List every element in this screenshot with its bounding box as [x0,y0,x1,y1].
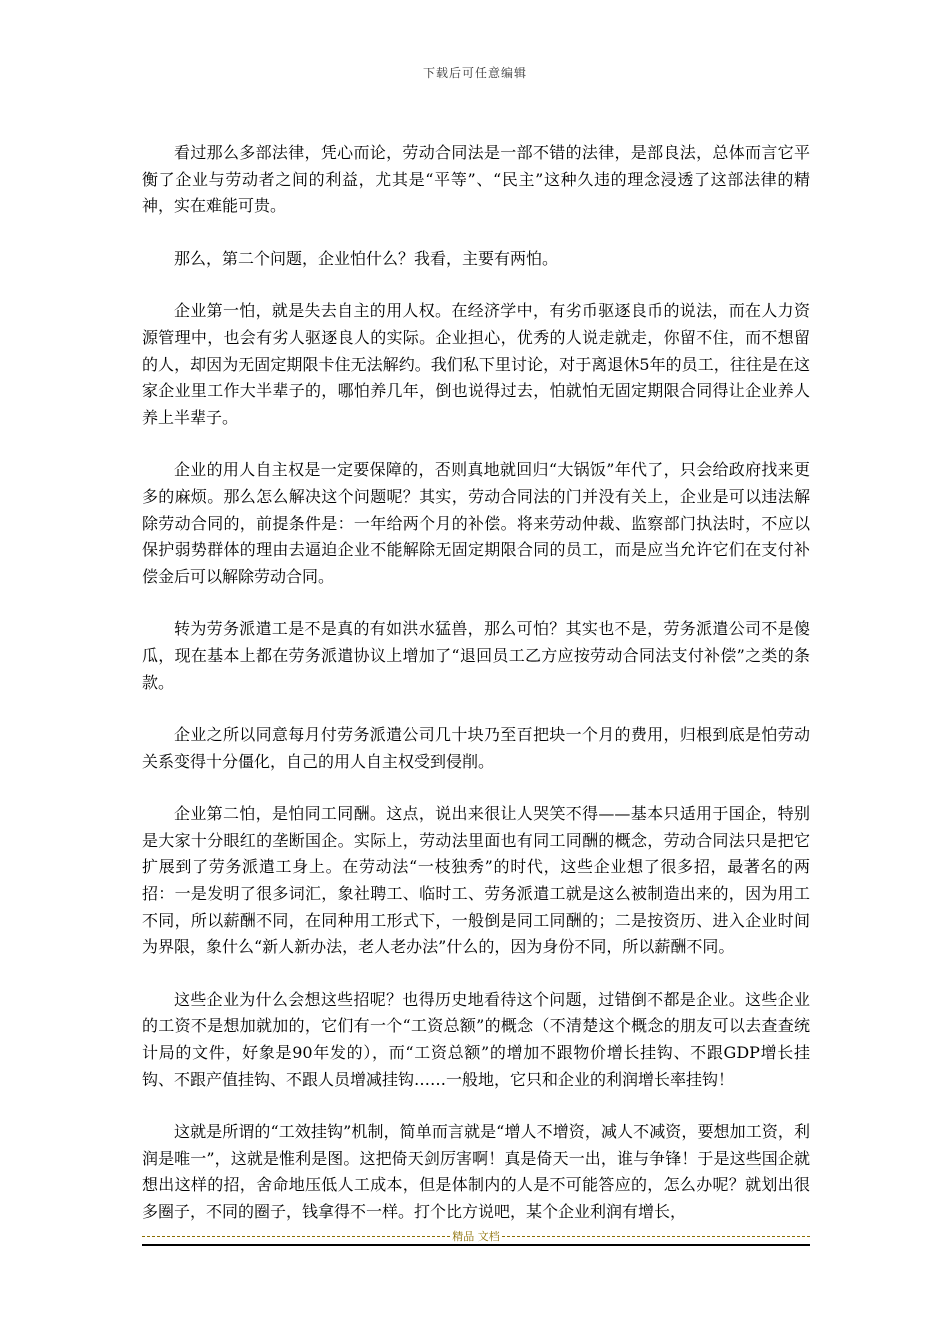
paragraph-9: 这就是所谓的“工效挂钩”机制，简单而言就是“增人不增资，减人不减资，要想加工资，利润是唯一”，这就是惟利是图。这把倚天剑厉害啊！真是倚天一出，谁与争锋！于是这些国企就想出这样的招，舍命地压低人工成本，但是体制内的人是不可能答应的，怎么办呢？就划出很多圈子，不同的圈子，钱拿得不一样。打个比方说吧，某个企业利润有增长， [142,1122,810,1221]
paragraph-8: 这些企业为什么会想这些招呢？也得历史地看待这个问题，过错倒不都是企业。这些企业的工资不是想加就加的，它们有一个“工资总额”的概念（不清楚这个概念的朋友可以去查查统计局的文件，好象是90年发的），而“工资总额”的增加不跟物价增长挂钩、不跟GDP增长挂钩、不跟产值挂钩、不跟人员增减挂钩……一般地，它只和企业的利润增长率挂钩！ [142,989,810,1089]
document-body [142,140,810,1252]
footer-dash-left [142,1236,450,1237]
paragraph-4: 企业的用人自主权是一定要保障的，否则真地就回归“大锅饭”年代了，只会给政府找来更多的麻烦。那么怎么解决这个问题呢？其实，劳动合同法的门并没有关上，企业是可以违法解除劳动合同的，前提条件是：一年给两个月的补偿。将来劳动仲裁、监察部门执法时，不应以保护弱势群体的理由去逼迫企业不能解除无固定期限合同的员工，而是应当允许它们在支付补偿金后可以解除劳动合同。 [142,460,810,586]
paragraph-1: 看过那么多部法律，凭心而论，劳动合同法是一部不错的法律，是部良法，总体而言它平衡了企业与劳动者之间的利益，尤其是“平等”、“民主”这种久违的理念浸透了这部法律的精神，实在难能可贵。 [142,143,810,216]
footer-divider [142,1228,810,1244]
paragraph-6: 企业之所以同意每月付劳务派遣公司几十块乃至百把块一个月的费用，归根到底是怕劳动关系变得十分僵化，自己的用人自主权受到侵削。 [142,725,810,771]
paragraph-5: 转为劳务派遣工是不是真的有如洪水猛兽，那么可怕？其实也不是，劳务派遣公司不是傻瓜，现在基本上都在劳务派遣协议上增加了“退回员工乙方应按劳动合同法支付补偿”之类的条款。 [142,619,810,692]
header-note: 下载后可任意编辑 [422,66,527,80]
paragraph-3: 企业第一怕，就是失去自主的用人权。在经济学中，有劣币驱逐良币的说法，而在人力资源管理中，也会有劣人驱逐良人的实际。企业担心，优秀的人说走就走，你留不住，而不想留的人，却因为无固定期限卡住无法解约。我们私下里讨论，对于离退休5年的员工，往往是在这家企业里工作大半辈子的，哪怕养几年，倒也说得过去，怕就怕无固定期限合同得让企业养人养上半辈子。 [142,301,810,427]
footer-dash-right [502,1236,810,1237]
paragraph-7: 企业第二怕，是怕同工同酬。这点，说出来很让人哭笑不得——基本只适用于国企，特别是大家十分眼红的垄断国企。实际上，劳动法里面也有同工同酬的概念，劳动合同法只是把它扩展到了劳务派遣工身上。在劳动法“一枝独秀”的时代，这些企业想了很多招，最著名的两招：一是发明了很多词汇，象社聘工、临时工、劳务派遣工就是这么被制造出来的，因为用工不同，所以薪酬不同，在同种用工形式下，一般倒是同工同酬的；二是按资历、进入企业时间为界限，象什么“新人新办法，老人老办法”什么的，因为身份不同，所以薪酬不同。 [142,804,810,957]
paragraph-2: 那么，第二个问题，企业怕什么？我看，主要有两怕。 [174,248,559,268]
footer-underline [142,1244,810,1246]
footer-label: 精品 文档 [452,1230,500,1243]
